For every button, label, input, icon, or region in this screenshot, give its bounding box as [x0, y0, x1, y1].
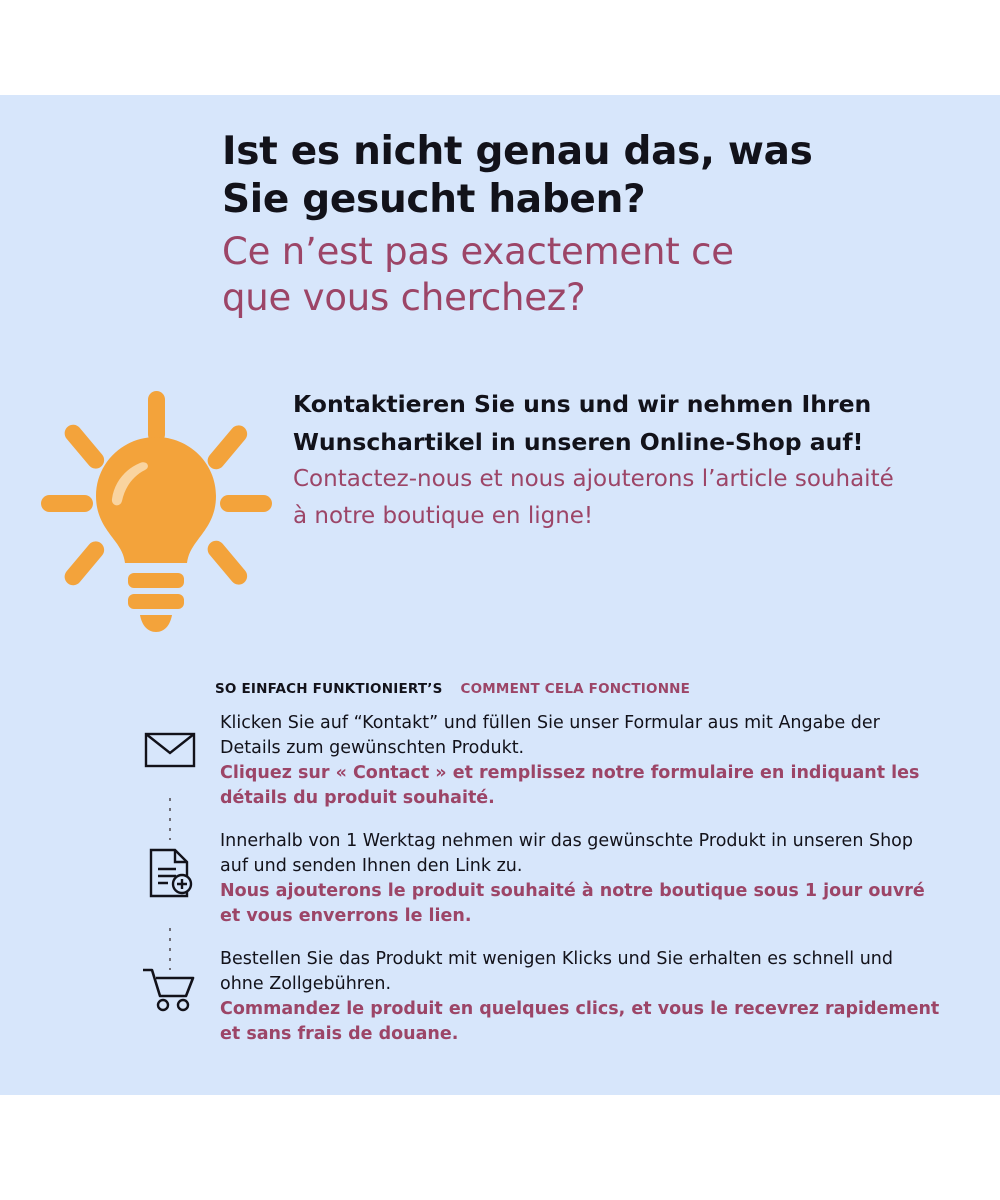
step-1-german: Klicken Sie auf “Kontakt” und füllen Sie unser Formular aus mit Angabe der Details zum gewünschten Produkt. — [220, 713, 880, 759]
intro-german: Kontaktieren Sie uns und wir nehmen Ihren Wunschartikel in unseren Online-Shop auf! — [293, 390, 872, 457]
step-3-icon-wrap — [120, 942, 220, 1012]
steps-heading — [215, 681, 690, 697]
headline-german-line-2: Sie gesucht haben? — [222, 176, 646, 222]
step-2-german: Innerhalb von 1 Werktag nehmen wir das gewünschte Produkt in unseren Shop auf und senden Ihnen den Link zu. — [220, 831, 913, 877]
document-add-icon — [146, 848, 194, 898]
intro-french: Contactez-nous et nous ajouterons l’article souhaité à notre boutique en ligne! — [293, 466, 894, 530]
steps-heading-german: SO EINFACH FUNKTIONIERT’S — [215, 681, 443, 697]
step-1-icon-wrap — [120, 706, 220, 770]
step-2-icon-wrap — [120, 824, 220, 898]
steps-list — [120, 706, 940, 1060]
shopping-cart-icon — [141, 966, 199, 1012]
lightbulb-icon — [36, 385, 276, 635]
headline-block — [222, 128, 942, 322]
headline-french-line-1: Ce n’est pas exactement ce — [222, 230, 734, 274]
headline-german — [222, 128, 942, 223]
intro-block — [293, 385, 913, 536]
headline-french-line-2: que vous cherchez? — [222, 276, 586, 320]
step-2-french: Nous ajouterons le produit souhaité à notre boutique sous 1 jour ouvré et vous enverrons le lien. — [220, 881, 925, 927]
headline-german-line-1: Ist es nicht genau das, was — [222, 129, 813, 174]
steps-heading-french: COMMENT CELA FONCTIONNE — [460, 681, 691, 697]
step-item — [120, 824, 940, 942]
step-3-french: Commandez le produit en quelques clics, et vous le recevrez rapidement et sans frais de douane. — [220, 999, 940, 1045]
step-1-text — [220, 706, 940, 811]
headline-french — [222, 229, 942, 322]
step-1-french: Cliquez sur « Contact » et remplissez notre formulaire en indiquant les détails du produit souhaité. — [220, 763, 920, 809]
step-item — [120, 942, 940, 1060]
step-3-text — [220, 942, 940, 1047]
envelope-icon — [144, 730, 196, 770]
step-item — [120, 706, 940, 824]
step-3-german: Bestellen Sie das Produkt mit wenigen Klicks und Sie erhalten es schnell und ohne Zollgebühren. — [220, 949, 894, 995]
step-2-text — [220, 824, 940, 929]
